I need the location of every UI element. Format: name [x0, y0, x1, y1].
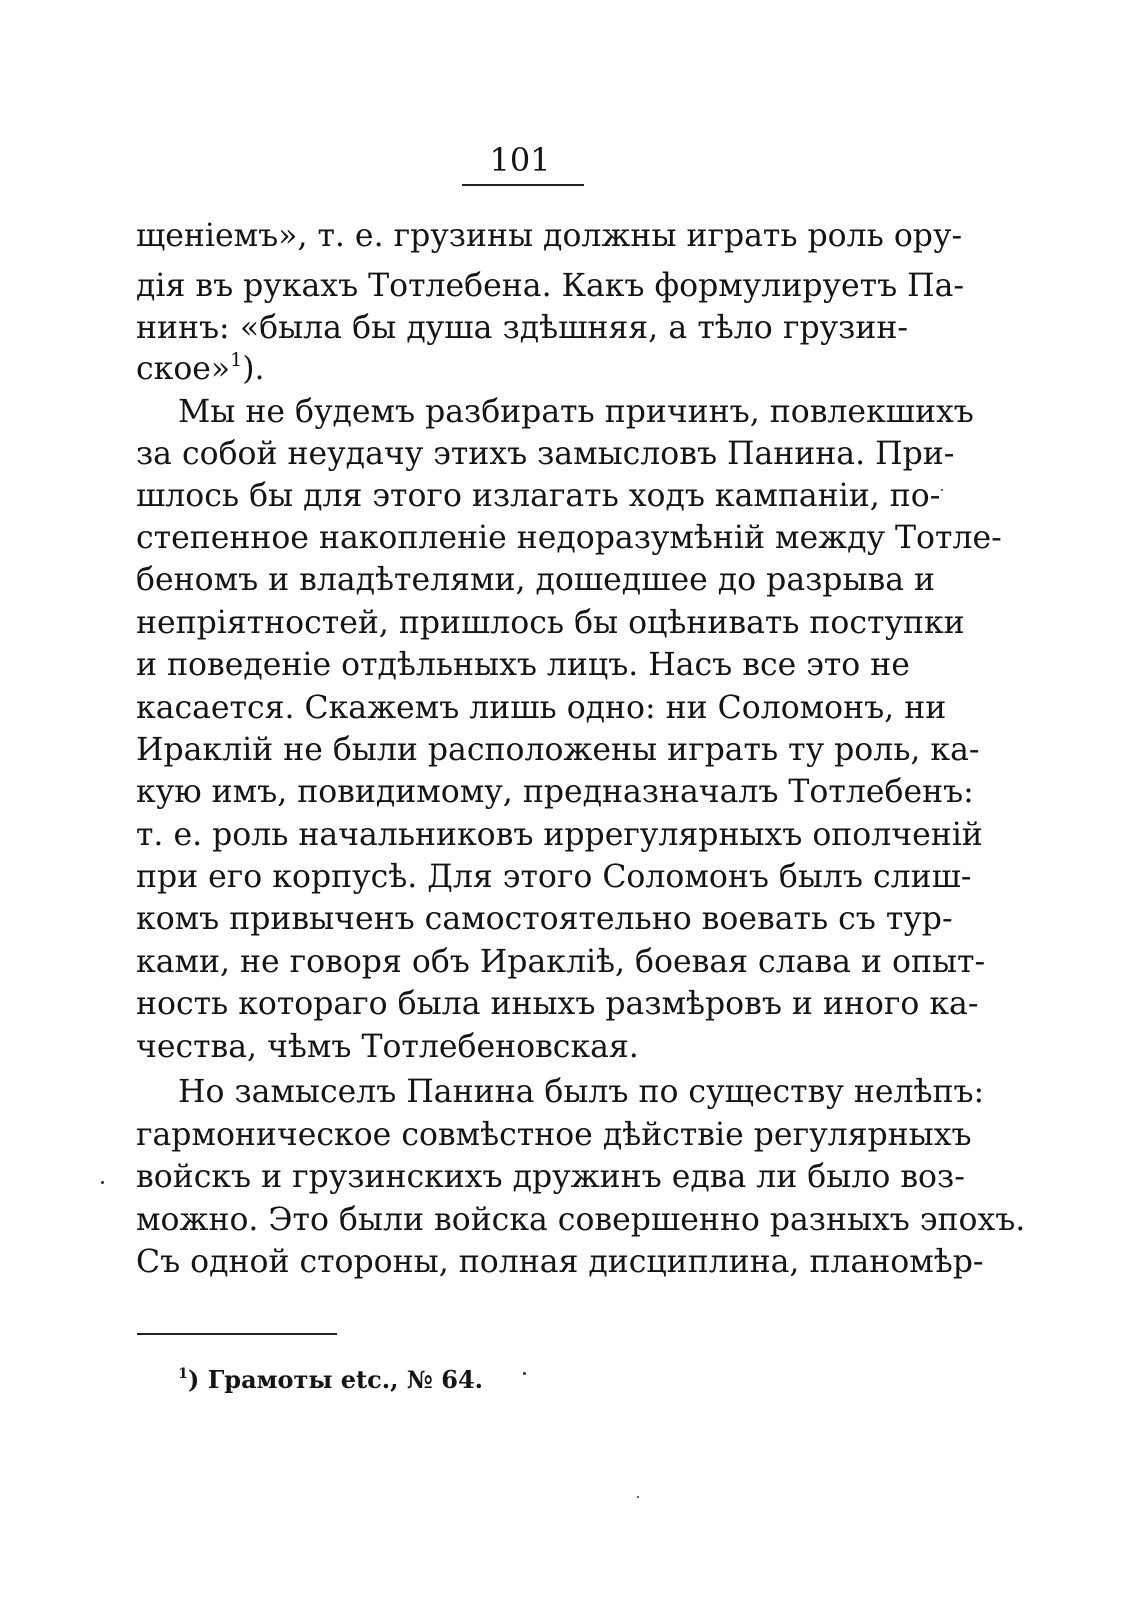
text-line: непріятностей, пришлось бы оцѣнивать поступки [136, 605, 965, 641]
text-line-tail: ). [242, 351, 265, 387]
footnote [178, 1365, 483, 1395]
text-line: комъ привыченъ самостоятельно воевать съ тур- [136, 901, 953, 937]
text-line: Съ одной стороны, полная дисциплина, планомѣр- [136, 1244, 984, 1280]
text-line: беномъ и владѣтелями, дошедшее до разрыва и [136, 562, 936, 598]
text-line: нинъ: «была бы душа здѣшняя, а тѣло грузин- [136, 310, 908, 346]
text-line: Ираклій не были расположены играть ту роль, ка- [136, 732, 980, 768]
text-line: т. е. роль начальниковъ иррегулярныхъ ополченій [136, 817, 983, 853]
text-line: при его корпусѣ. Для этого Соломонъ былъ слиш- [136, 859, 972, 895]
text-line: касается. Скажемъ лишь одно: ни Соломонъ, ни [136, 690, 947, 726]
text-line: ками, не говоря объ Ираклiѣ, боевая слава и опыт- [136, 944, 986, 980]
text-line [136, 349, 908, 389]
text-line: шлось бы для этого излагать ходъ кампаніи, по- [136, 478, 941, 514]
print-speck [101, 1181, 104, 1184]
print-speck [637, 1496, 639, 1498]
page-number-rule [462, 184, 584, 186]
text-line: гармоническое совмѣстное дѣйствіе регулярныхъ [136, 1117, 972, 1153]
text-line: чества, чѣмъ Тотлебеновская. [136, 1029, 639, 1065]
text-line: ность котораго была иныхъ размѣровъ и иного ка- [136, 986, 979, 1022]
text-line: щеніемъ», т. е. грузины должны играть роль ору- [136, 218, 963, 254]
text-line: Мы не будемъ разбирать причинъ, повлекшихъ [178, 394, 974, 430]
text-line: за собой неудачу этихъ замысловъ Панина. При- [136, 436, 955, 472]
footnote-text: ) Грамоты etc., № 64. [188, 1365, 483, 1394]
footnote-reference: 1 [230, 348, 243, 371]
text-line: степенное накопленіе недоразумѣній между Тотле- [136, 520, 1002, 556]
footnote-marker: 1 [178, 1364, 189, 1382]
text-line: войскъ и грузинскихъ дружинъ едва ли было воз- [136, 1159, 965, 1195]
page-number: 101 [489, 141, 551, 179]
text-line: можно. Это были войска совершенно разныхъ эпохъ. [136, 1202, 1026, 1238]
text-line: кую имъ, повидимому, предназначалъ Тотлебенъ: [136, 774, 974, 810]
text-line: Но замыселъ Панина былъ по существу нелѣпъ: [178, 1074, 985, 1110]
text-line: дія въ рукахъ Тотлебена. Какъ формулируетъ Па- [136, 268, 965, 304]
text-line: и поведеніе отдѣльныхъ лицъ. Насъ все это не [136, 647, 910, 683]
footnote-rule [137, 1333, 337, 1335]
text-line-content: ское» [136, 351, 231, 387]
print-speck [941, 489, 943, 491]
print-speck [523, 1372, 526, 1375]
